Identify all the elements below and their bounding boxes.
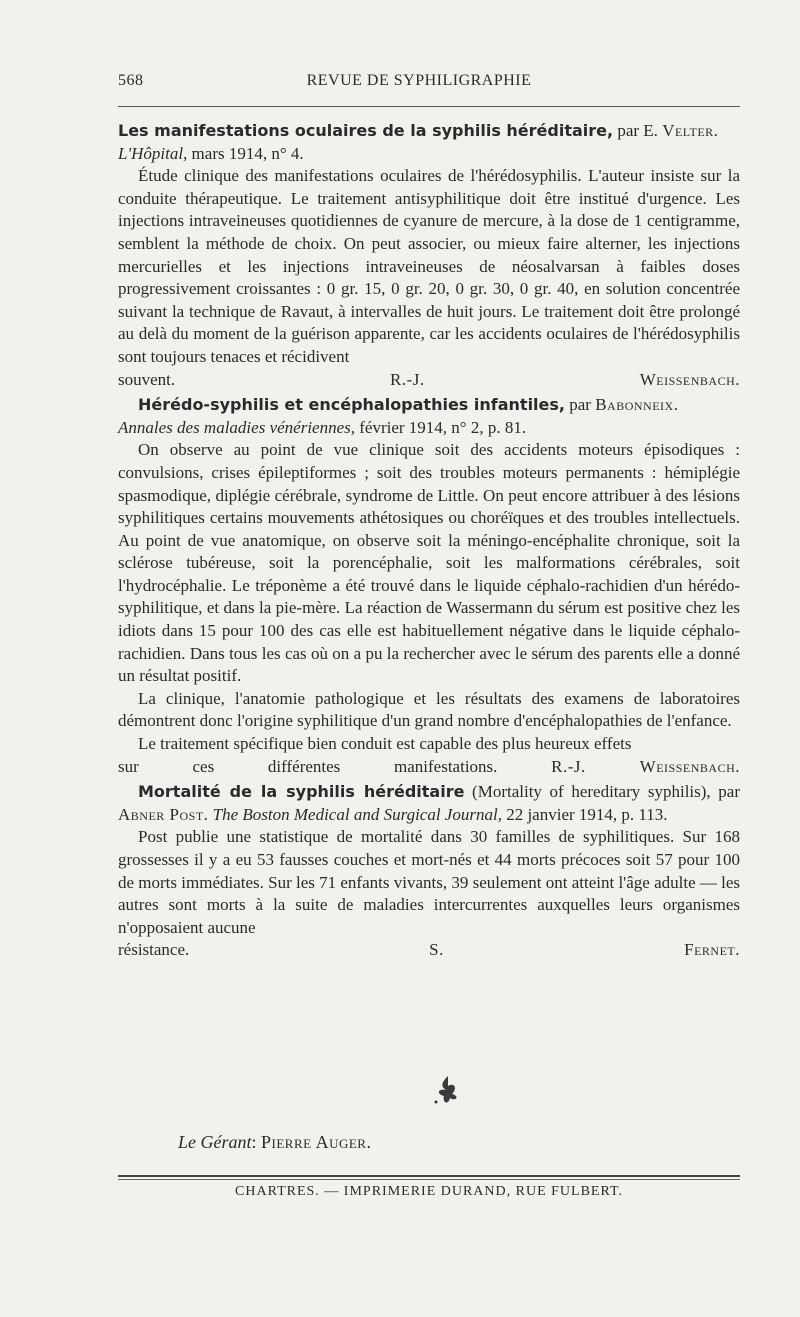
article-paragraph: Post publie une statistique de mortalité dans 30 familles de syphilitiques. Sur 168 grossesses il y a eu 53 fausses couches et mort-nés et 44 morts précoces soit 57 pour 100 de morts immédiates. Sur les 71 enfants vivants, 39 seulement ont atteint l'âge adulte — les autres sont morts à la suite de maladies intercurrentes auxquelles leurs organismes n'opposaient aucune [118, 827, 741, 937]
article-by: (Mortality of hereditary syphilis), par [464, 782, 740, 802]
printer-imprint: CHARTRES. — IMPRIMERIE DURAND, RUE FULBERT. [235, 1184, 623, 1199]
manager-name: Pierre Auger. [261, 1132, 372, 1152]
article-list [118, 120, 740, 962]
article-last-words: souvent. [118, 369, 176, 389]
article-signature: S. Fernet. [429, 940, 740, 960]
article-journal-details: 22 janvier 1914, p. 113. [501, 804, 668, 824]
article-signature: R.-J. Weissenbach. [390, 369, 740, 389]
article-title: Les manifestations oculaires de la syphilis héréditaire, [118, 121, 614, 140]
article-infantile-encephalopathies [118, 394, 740, 778]
article-author: Babonneix. [595, 395, 679, 415]
article-heading [118, 394, 740, 439]
article-paragraph: Étude clinique des manifestations oculaires de l'hérédosyphilis. L'auteur insiste sur la conduite thérapeutique. Le traitement antisyphilitique doit être institué d'urgence. Les injections intraveineuses quotidiennes de cyanure de mercure, à la dose de 1 centigramme, semblent la méthode de choix. On peut associer, ou mieux faire alterner, les injections mercurielles et les injections intraveineuses de néosalvarsan à faibles doses progressivement croissantes : 0 gr. 15, 0 gr. 20, 0 gr. 30, 0 gr. 40, en solution concentrée suivant la technique de Ravaut, à intervalles de huit jours. Le traitement doit être prolongé au delà du moment de la guérison apparente, car les accidents oculaires de l'hérédosyphilis sont toujours tenaces et récidivent [118, 166, 740, 366]
article-author: Velter. [662, 121, 719, 140]
article-last-words: sur ces différentes manifestations. [118, 756, 498, 776]
page-number: 568 [118, 72, 144, 89]
article-last-words: résistance. [118, 940, 190, 960]
article-ocular-manifestations [118, 120, 740, 391]
fleuron-ornament-icon [428, 1072, 468, 1112]
article-paragraph: Le traitement spécifique bien conduit est capable des plus heureux effets [138, 734, 632, 754]
footer-rule-thin [118, 1179, 740, 1180]
manager-line [178, 1132, 371, 1153]
article-journal-details: février 1914, n° 2, p. 81. [355, 417, 527, 437]
article-heading [118, 781, 740, 826]
article-journal-details: mars 1914, n° 4. [187, 143, 304, 163]
article-journal: The Boston Medical and Surgical Journal, [212, 804, 502, 824]
header-rule [118, 106, 740, 107]
article-closing-line [118, 369, 740, 392]
footer-rule [118, 1175, 740, 1177]
article-by: par [569, 395, 596, 415]
manager-colon: : [251, 1132, 257, 1152]
article-heading [118, 120, 740, 165]
article-signature: R.-J. Weissenbach. [551, 756, 740, 776]
article-paragraph: La clinique, l'anatomie pathologique et les résultats des examens de laboratoires démontrent donc l'origine syphilitique d'un grand nombre d'encéphalopathies de l'enfance. [118, 688, 740, 731]
article-closing-line [118, 756, 740, 779]
article-journal: L'Hôpital, [118, 143, 188, 163]
article-hereditary-mortality [118, 781, 740, 962]
article-closing-line [118, 939, 740, 962]
article-paragraph: On observe au point de vue clinique soit des accidents moteurs épisodiques : convulsions, crises épileptiformes ; soit des troubles moteurs permanents : hémiplégie spasmodique, diplégie cérébrale, syndrome de Little. On peut encore attribuer à des lésions syphilitiques certains mouvements athétosiques ou choréïques et des troubles intellectuels. Au point de vue anatomique, on observe soit la méningo-encéphalite chronique, soit la sclérose tubéreuse, soit la porencéphalie, soit les malformations cérébrales, soit l'hydrocéphalie. Le tréponème a été trouvé dans le liquide céphalo-rachidien d'un hérédo-syphilitique, et dans la pie-mère. La réaction de Wassermann du sérum est positive chez les idiots dans 15 pour 100 des cas elle est habituellement négative dans le liquide céphalo-rachidien. Dans tous les cas où on a pu la rechercher avec le sérum des parents elle a donné un résultat positif. [118, 440, 740, 686]
manager-label: Le Gérant [178, 1132, 252, 1152]
page-header [118, 72, 740, 90]
running-title: REVUE DE SYPHILIGRAPHIE [306, 72, 532, 89]
article-title: Hérédo-syphilis et encéphalopathies infantiles, [138, 395, 565, 415]
article-journal: Annales des maladies vénériennes, [118, 417, 355, 437]
article-author: Abner Post. [118, 804, 209, 824]
article-title: Mortalité de la syphilis héréditaire [138, 782, 465, 802]
article-by: par E. [617, 121, 663, 140]
